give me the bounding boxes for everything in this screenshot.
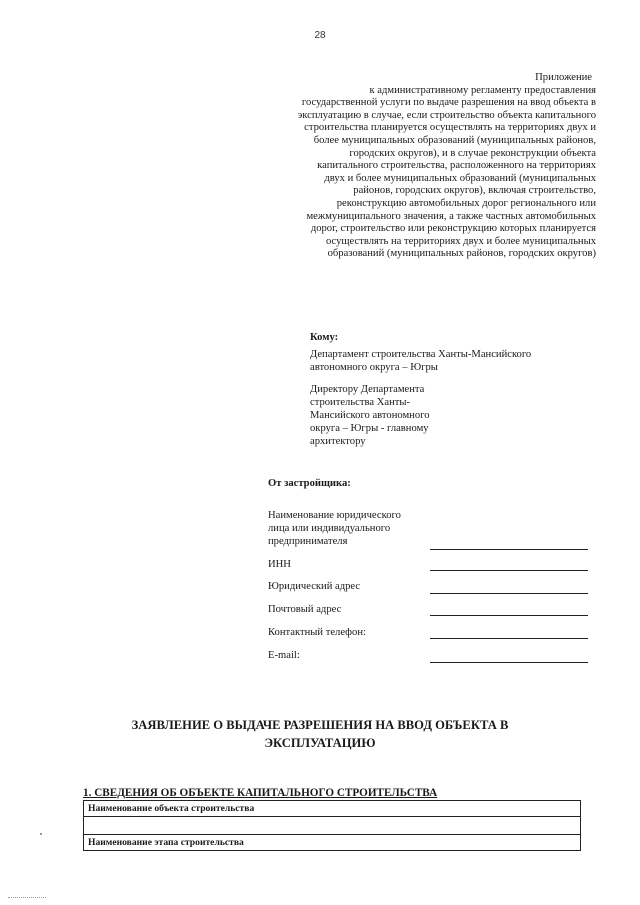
developer-name-label: предпринимателя: [268, 536, 348, 547]
section-1-heading: 1. СВЕДЕНИЯ ОБ ОБЪЕКТЕ КАПИТАЛЬНОГО СТРОИТЕЛЬСТВА: [83, 787, 438, 799]
table-row: [84, 835, 581, 851]
statement-title-line: ЗАЯВЛЕНИЕ О ВЫДАЧЕ РАЗРЕШЕНИЯ НА ВВОД ОБЪЕКТА В: [131, 718, 509, 732]
appendix-line: более муниципальных образований (муниципальных районов,: [313, 134, 596, 146]
appendix-line: Приложение: [535, 72, 592, 83]
email-line[interactable]: [430, 662, 588, 663]
developer-block: [268, 478, 598, 489]
recipient-block: [310, 331, 600, 448]
inn-label: ИНН: [268, 559, 291, 570]
appendix-line: дорог, строительство или реконструкцию которых планируется: [310, 223, 596, 235]
developer-name-line[interactable]: [430, 549, 588, 550]
appendix-line: образований (муниципальных районов, городских округов): [327, 248, 596, 260]
statement-title: [0, 716, 640, 752]
legal-address-label: Юридический адрес: [268, 581, 361, 592]
email-label: E-mail:: [268, 650, 300, 661]
scan-speck: [40, 833, 42, 835]
statement-title-line: ЭКСПЛУАТАЦИЮ: [264, 736, 376, 750]
postal-address-label: Почтовый адрес: [268, 604, 342, 615]
appendix-line: двух и более муниципальных образований (муниципальных: [324, 172, 596, 184]
developer-label: От застройщика:: [268, 478, 351, 489]
recipient-department: [310, 348, 600, 374]
scan-mark: [8, 897, 46, 898]
object-name-label: Наименование объекта строительства: [84, 801, 581, 817]
appendix-line: реконструкцию автомобильных дорог регионального или: [336, 197, 596, 209]
appendix-line: к административному регламенту предоставления: [369, 84, 596, 96]
appendix-line: эксплуатацию в случае, если строительство объекта капитального: [297, 109, 596, 121]
recipient-director-line: строительства Ханты-: [310, 397, 411, 408]
appendix-line: капитального строительства, расположенного на территориях: [317, 160, 596, 172]
appendix-line: городских округов), и в случае реконструкции объекта: [349, 147, 596, 159]
developer-name-label: лица или индивидуального: [268, 523, 391, 534]
inn-line[interactable]: [430, 570, 588, 571]
postal-address-line[interactable]: [430, 615, 588, 616]
phone-label: Контактный телефон:: [268, 627, 366, 638]
stage-name-label: Наименование этапа строительства: [84, 835, 581, 851]
developer-name-field[interactable]: [268, 509, 588, 548]
recipient-director-line: Директору Департамента: [310, 384, 425, 395]
phone-line[interactable]: [430, 638, 588, 639]
recipient-director: [310, 383, 600, 448]
recipient-director-line: Мансийского автономного: [310, 410, 430, 421]
appendix-line: районов, городских округов), включая строительство,: [353, 185, 596, 197]
object-name-value[interactable]: [84, 817, 581, 835]
object-info-table: [83, 800, 581, 851]
appendix-line: строительства планируется осуществлять на территориях двух и: [304, 122, 596, 134]
email-field[interactable]: [268, 649, 588, 662]
legal-address-line[interactable]: [430, 593, 588, 594]
developer-name-label: Наименование юридического: [268, 510, 401, 521]
legal-address-field[interactable]: [268, 580, 588, 593]
postal-address-field[interactable]: [268, 603, 588, 616]
table-row: [84, 801, 581, 817]
appendix-line: государственной услуги по выдаче разрешения на ввод объекта в: [301, 97, 596, 109]
recipient-director-line: архитектору: [310, 436, 366, 447]
recipient-department-line: Департамент строительства Ханты-Мансийского: [310, 349, 532, 360]
appendix-line: межмуниципального значения, а также частных автомобильных: [306, 210, 596, 222]
recipient-director-line: округа – Югры - главному: [310, 423, 429, 434]
table-row[interactable]: [84, 817, 581, 835]
phone-field[interactable]: [268, 626, 588, 639]
recipient-department-line: автономного округа – Югры: [310, 362, 438, 373]
appendix-header: [246, 72, 596, 261]
inn-field[interactable]: [268, 558, 588, 571]
page-number: 28: [314, 30, 326, 41]
recipient-label: Кому:: [310, 332, 339, 343]
appendix-line: осуществлять на территориях двух и более муниципальных: [325, 235, 596, 247]
